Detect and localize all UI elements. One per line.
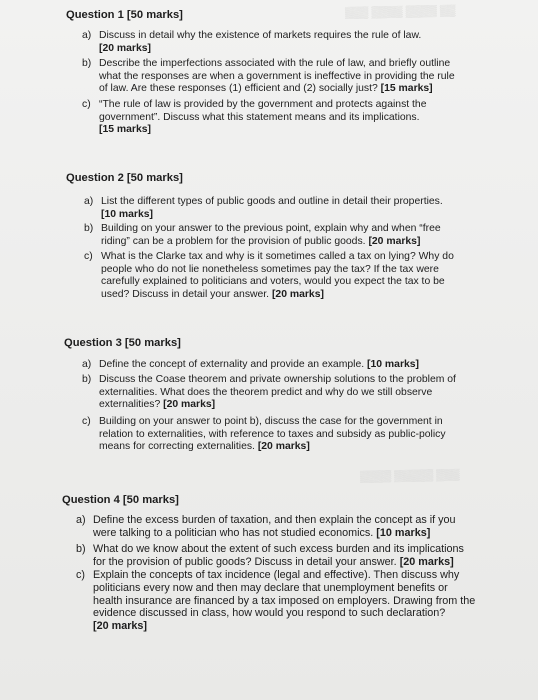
question-title: Question 4 [50 marks] <box>62 494 179 506</box>
item-line: [20 marks] <box>99 42 151 54</box>
item-line: for the provision of public goods? Discuss in detail your answer. [20 marks] <box>93 555 454 568</box>
item-line: carefully explained to politicians and voters, would you expect the tax to be <box>101 276 445 288</box>
item-line: were talking to a politician who has not studied economics. [10 marks] <box>93 526 431 539</box>
item-line: What do we know about the extent of such excess burden and its implications <box>93 543 464 555</box>
item-line: used? Discuss in detail your answer. [20 marks] <box>101 288 324 300</box>
item-line: riding” can be a problem for the provision of public goods. [20 marks] <box>101 235 421 247</box>
item-label: c) <box>82 99 91 110</box>
item-label: c) <box>76 569 85 581</box>
item-line: of law. Are these responses (1) efficient and (2) socially just? [15 marks] <box>99 83 433 95</box>
item-line: evidence discussed in class, how would you respond to such declaration? <box>93 607 446 620</box>
item-line: Building on your answer to the previous point, explain why and when “free <box>101 223 441 234</box>
item-label: c) <box>82 416 91 427</box>
question-title: Question 3 [50 marks] <box>64 337 181 349</box>
item-label: c) <box>84 251 93 262</box>
item-line: externalities. What does the theorem predict and why do we still observe <box>99 386 433 398</box>
item-line: Discuss the Coase theorem and private ownership solutions to the problem of <box>99 374 456 385</box>
item-line: means for correcting externalities. [20 marks] <box>99 441 310 453</box>
item-line: what the responses are when a government is ineffective in providing the rule <box>99 70 455 82</box>
item-line: Define the concept of externality and provide an example. [10 marks] <box>99 359 419 370</box>
item-line: [10 marks] <box>101 208 153 220</box>
item-line: “The rule of law is provided by the government and protects against the <box>99 99 427 110</box>
item-line: people who do not lie nonetheless sometimes pay the tax? If the tax were <box>101 263 439 275</box>
item-label: b) <box>76 543 86 555</box>
bleed-through-text: ▒▒▒▒ ▒▒▒▒▒ ▒▒▒ <box>359 468 460 484</box>
item-line: What is the Clarke tax and why is it sometimes called a tax on lying? Why do <box>101 251 454 262</box>
item-label: a) <box>82 359 92 370</box>
item-line: politicians every now and then may declare that unemployment benefits or <box>93 581 448 594</box>
item-label: a) <box>84 196 94 207</box>
item-line: Building on your answer to point b), discuss the case for the government in <box>99 416 443 427</box>
item-line: Define the excess burden of taxation, and then explain the concept as if you <box>93 514 456 526</box>
item-line: List the different types of public goods and outline in detail their properties. <box>101 196 443 207</box>
item-line: Describe the imperfections associated with the rule of law, and briefly outline <box>99 58 451 69</box>
question-title: Question 2 [50 marks] <box>66 172 183 184</box>
item-line: [20 marks] <box>93 620 148 633</box>
item-line: health insurance are financed by a tax imposed on employers. Drawing from the <box>93 594 476 607</box>
item-label: a) <box>76 514 86 526</box>
item-label: b) <box>84 223 94 234</box>
item-line: [15 marks] <box>99 124 151 136</box>
item-label: b) <box>82 58 92 69</box>
item-line: Discuss in detail why the existence of markets requires the rule of law. <box>99 30 422 41</box>
item-line: relation to externalities, with reference to taxes and subsidy as public-policy <box>99 428 446 440</box>
item-line: externalities? [20 marks] <box>99 399 216 411</box>
item-label: b) <box>82 374 92 385</box>
bleed-through-text: ▒▒▒ ▒▒▒▒ ▒▒▒▒ ▒▒ <box>344 4 456 20</box>
item-label: a) <box>82 30 92 41</box>
item-line: government”. Discuss what this statement means and its implications. <box>99 111 420 123</box>
item-line: Explain the concepts of tax incidence (legal and effective). Then discuss why <box>93 569 460 581</box>
question-title: Question 1 [50 marks] <box>66 9 183 21</box>
